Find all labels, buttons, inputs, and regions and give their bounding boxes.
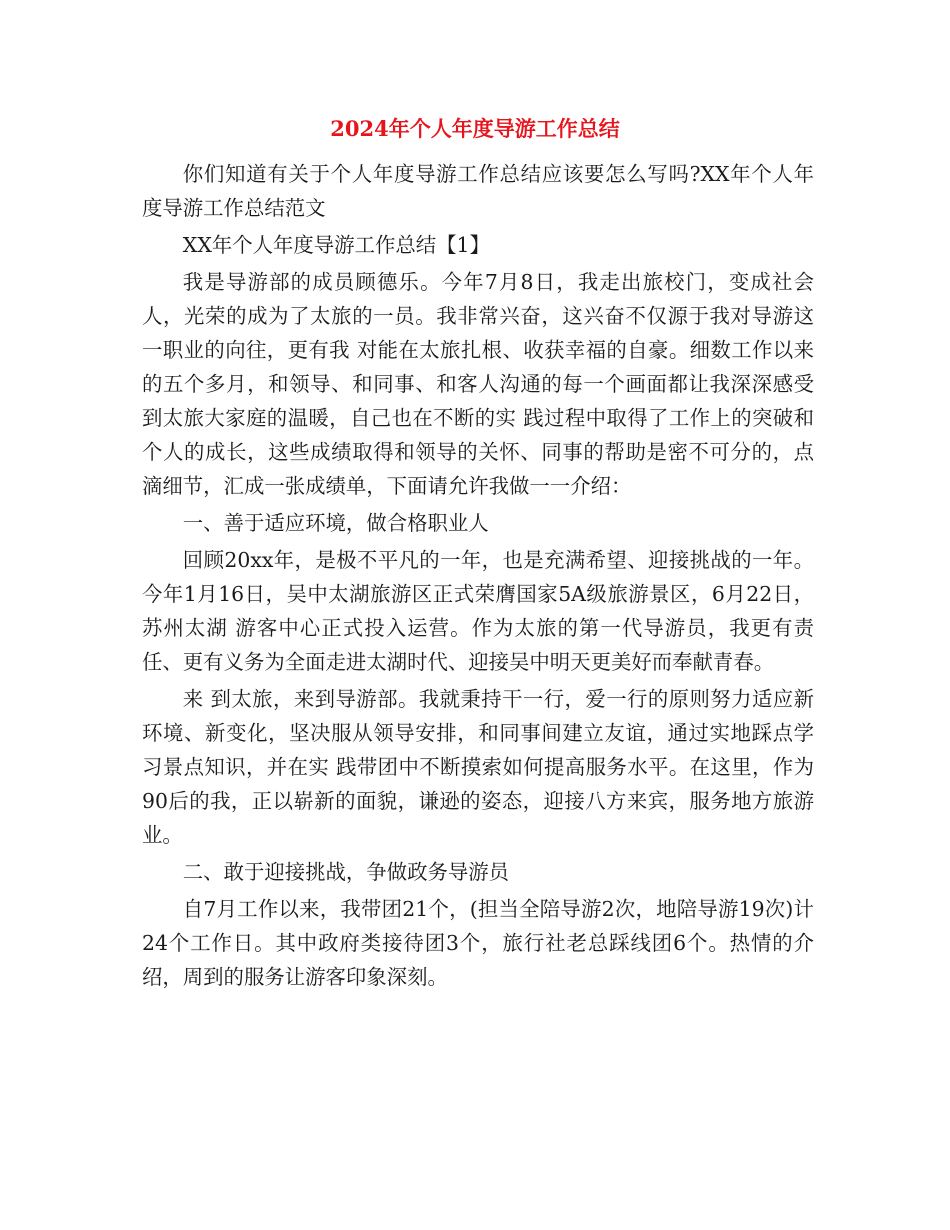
section-heading-paragraph: 二、敢于迎接挑战，争做政务导游员 xyxy=(182,860,510,884)
body-paragraph: 自7月工作以来，我带团21个，(担当全陪导游2次，地陪导游19次)计24个工作日。其中政府类接待团3个，旅行社老总踩线团6个。热情的介绍，周到的服务让游客印象深刻。 xyxy=(142,897,814,989)
body-paragraph: 我是导游部的成员顾德乐。今年7月8日，我走出旅校门，变成社会人，光荣的成为了太旅的一员。我非常兴奋，这兴奋不仅源于我对导游这一职业的向往，更有我 对能在太旅扎根、收获幸福的自豪。细数工作以来的五个多月，和领导、和同事、和客人沟通的每一个画面都让我深深感受到太旅大家庭的温暖，自己也在不断的实 践过程中取得了工作上的突破和个人的成长，这些成绩取得和领导的关怀、同事的帮助是密不可分的，点滴细节，汇成一张成绩单，下面请允许我做一一介绍： xyxy=(142,270,814,498)
document-body xyxy=(142,157,814,994)
section-heading-paragraph: 一、善于适应环境，做合格职业人 xyxy=(182,511,489,535)
intro-paragraph: 你们知道有关于个人年度导游工作总结应该要怎么写吗?XX年个人年度导游工作总结范文 xyxy=(142,162,814,220)
section-heading-paragraph: XX年个人年度导游工作总结【1】 xyxy=(182,233,490,257)
document-title: 2024年个人年度导游工作总结 xyxy=(330,116,620,141)
body-paragraph: 来 到太旅，来到导游部。我就秉持干一行，爱一行的原则努力适应新环境、新变化，坚决服从领导安排，和同事间建立友谊，通过实地踩点学习景点知识，并在实 践带团中不断摸索如何提高服务水平。在这里，作为90后的我，正以崭新的面貌，谦逊的姿态，迎接八方来宾，服务地方旅游业。 xyxy=(142,687,814,847)
body-paragraph: 回顾20xx年，是极不平凡的一年，也是充满希望、迎接挑战的一年。今年1月16日，吴中太湖旅游区正式荣膺国家5A级旅游景区，6月22日，苏州太湖 游客中心正式投入运营。作为太旅的第一代导游员，我更有责任、更有义务为全面走进太湖时代、迎接吴中明天更美好而奉献青春。 xyxy=(142,548,814,674)
